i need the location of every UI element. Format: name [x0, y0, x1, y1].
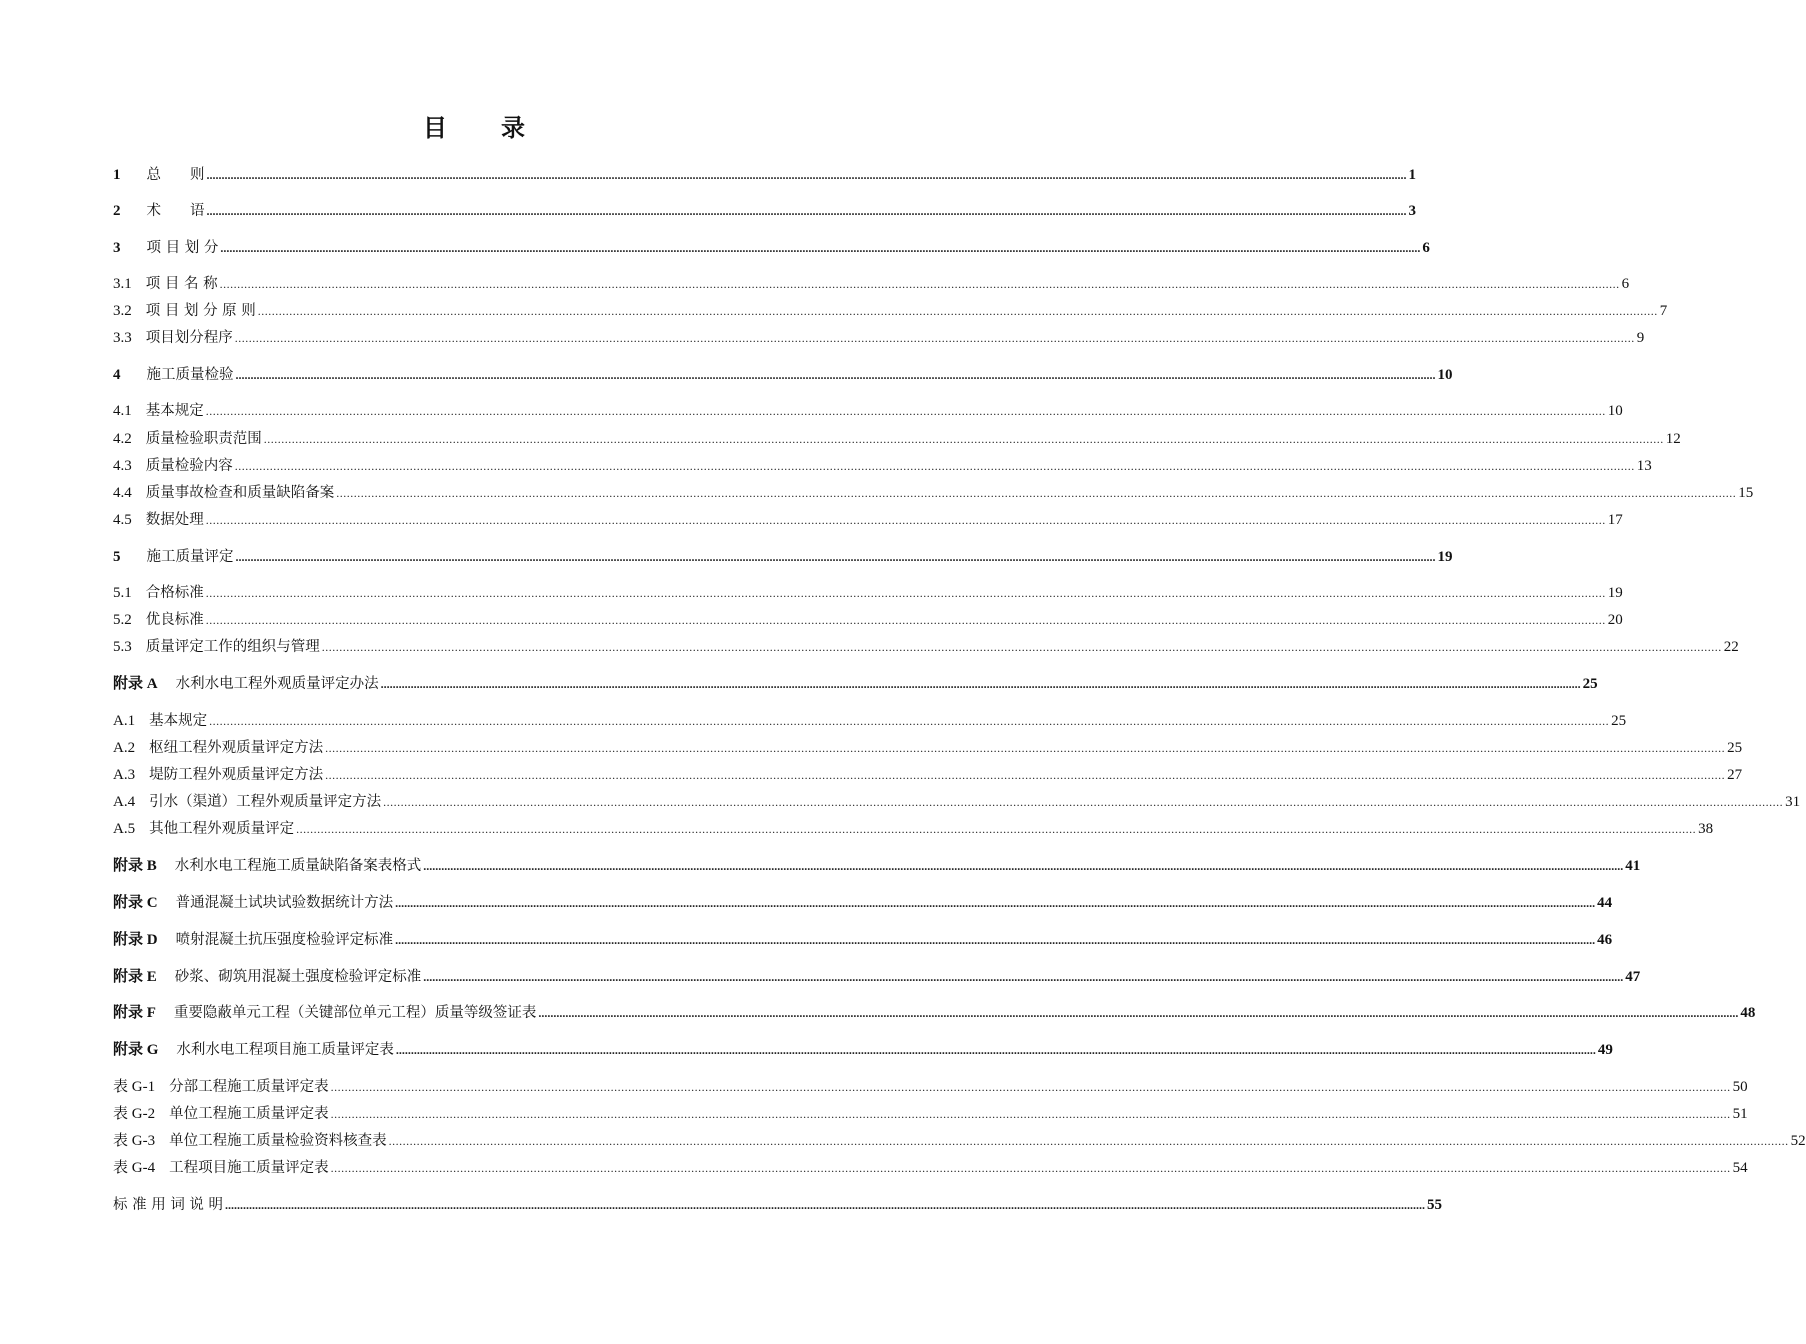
toc-entry-label: 重要隐蔽单元工程（关键部位单元工程）质量等级签证表	[173, 1005, 537, 1021]
toc-entry-number: 附录 G	[113, 1042, 159, 1058]
toc-entry[interactable]	[113, 1130, 1806, 1152]
toc-entry-number: 附录 E	[113, 969, 157, 985]
toc-entry-number: 4.3	[113, 458, 132, 474]
toc-entry-page-number: 3	[1408, 203, 1416, 219]
toc-entry-label: 术 语	[146, 203, 205, 219]
toc-leader-dots: ................................................................................................................................................................................................................................................................................................................................................................................................................	[225, 1198, 1426, 1212]
toc-entry-number: 3	[113, 240, 121, 256]
toc-entry-page-number: 41	[1625, 858, 1641, 874]
toc-leader-dots: ................................................................................................................................................................................................................................................................................................................................................................................................................	[219, 277, 1620, 291]
toc-entry[interactable]	[113, 1002, 1756, 1024]
toc-entry[interactable]	[113, 455, 1652, 477]
toc-leader-dots: ................................................................................................................................................................................................................................................................................................................................................................................................................	[330, 1107, 1731, 1121]
toc-entry[interactable]	[113, 273, 1630, 295]
toc-entry-label: 工程项目施工质量评定表	[169, 1160, 329, 1176]
toc-entry-number: 附录 A	[113, 676, 158, 692]
page-title: 目 录	[423, 114, 527, 142]
toc-entry-page-number: 51	[1732, 1106, 1748, 1122]
toc-entry-number: 4.5	[113, 512, 132, 528]
toc-entry-label: 数据处理	[145, 512, 204, 528]
toc-entry-page-number: 48	[1740, 1005, 1756, 1021]
toc-entry[interactable]	[113, 1076, 1748, 1098]
toc-entry[interactable]	[113, 929, 1613, 951]
toc-entry-label: 项 目 名 称	[145, 276, 218, 292]
toc-entry-label: 引水（渠道）工程外观质量评定方法	[149, 794, 382, 810]
toc-entry-page-number: 25	[1727, 740, 1743, 756]
toc-entry[interactable]	[113, 300, 1668, 322]
toc-entry[interactable]	[113, 482, 1754, 504]
toc-leader-dots: ................................................................................................................................................................................................................................................................................................................................................................................................................	[336, 486, 1737, 500]
toc-entry-page-number: 7	[1659, 303, 1668, 319]
toc-leader-dots: ................................................................................................................................................................................................................................................................................................................................................................................................................	[321, 640, 1722, 654]
toc-entry-number: 附录 F	[113, 1005, 156, 1021]
toc-leader-dots: ................................................................................................................................................................................................................................................................................................................................................................................................................	[234, 459, 1635, 473]
toc-entry-number: A.3	[113, 767, 136, 783]
toc-entry-page-number: 52	[1790, 1133, 1806, 1149]
toc-entry-number: 表 G-3	[113, 1133, 156, 1149]
toc-entry-page-number: 55	[1427, 1197, 1443, 1213]
toc-entry-number: 5	[113, 549, 121, 565]
toc-entry-label: 合格标准	[145, 585, 204, 601]
toc-entry-page-number: 46	[1597, 932, 1613, 948]
toc-leader-dots: ................................................................................................................................................................................................................................................................................................................................................................................................................	[209, 714, 1610, 728]
toc-entry[interactable]	[113, 1157, 1748, 1179]
toc-entry-label: 普通混凝土试块试验数据统计方法	[175, 895, 394, 911]
toc-leader-dots: ................................................................................................................................................................................................................................................................................................................................................................................................................	[205, 586, 1606, 600]
toc-entry-label: 水利水电工程项目施工质量评定表	[176, 1042, 394, 1058]
toc-entry[interactable]	[113, 818, 1714, 840]
toc-entry-number: 3.3	[113, 330, 132, 346]
toc-leader-dots: ................................................................................................................................................................................................................................................................................................................................................................................................................	[423, 859, 1624, 873]
toc-entry-label: 基本规定	[145, 403, 204, 419]
toc-entry[interactable]	[113, 764, 1743, 786]
toc-entry-page-number: 38	[1698, 821, 1714, 837]
toc-entry-label: 优良标准	[145, 612, 204, 628]
toc-leader-dots: ................................................................................................................................................................................................................................................................................................................................................................................................................	[206, 168, 1407, 182]
toc-entry-number: 表 G-4	[113, 1160, 156, 1176]
toc-leader-dots: ................................................................................................................................................................................................................................................................................................................................................................................................................	[205, 404, 1606, 418]
toc-entry-label: 其他工程外观质量评定	[149, 821, 295, 837]
toc-entry[interactable]	[113, 400, 1623, 422]
toc-entry[interactable]	[113, 673, 1598, 695]
toc-entry-label: 质量事故检查和质量缺陷备案	[145, 485, 335, 501]
toc-entry-page-number: 47	[1625, 969, 1641, 985]
toc-leader-dots: ................................................................................................................................................................................................................................................................................................................................................................................................................	[206, 204, 1407, 218]
toc-entry-number: A.2	[113, 740, 136, 756]
toc-entry-page-number: 25	[1611, 713, 1627, 729]
toc-leader-dots: ................................................................................................................................................................................................................................................................................................................................................................................................................	[423, 970, 1624, 984]
toc-leader-dots: ................................................................................................................................................................................................................................................................................................................................................................................................................	[205, 613, 1606, 627]
toc-entry-page-number: 22	[1723, 639, 1739, 655]
toc-entry-page-number: 20	[1607, 612, 1623, 628]
toc-leader-dots: ................................................................................................................................................................................................................................................................................................................................................................................................................	[538, 1006, 1739, 1020]
toc-entry-number: A.1	[113, 713, 136, 729]
toc-entry-number: 1	[113, 167, 121, 183]
toc-entry[interactable]	[113, 636, 1739, 658]
toc-leader-dots: ................................................................................................................................................................................................................................................................................................................................................................................................................	[330, 1080, 1731, 1094]
toc-entry[interactable]	[113, 710, 1627, 732]
toc-entry[interactable]	[113, 737, 1743, 759]
toc-entry[interactable]	[113, 164, 1416, 186]
toc-entry-label: 水利水电工程施工质量缺陷备案表格式	[174, 858, 422, 874]
toc-entry-label: 质量检验内容	[145, 458, 233, 474]
toc-entry-page-number: 27	[1727, 767, 1743, 783]
toc-leader-dots: ................................................................................................................................................................................................................................................................................................................................................................................................................	[325, 741, 1726, 755]
toc-entry-label: 基本规定	[149, 713, 208, 729]
toc-entry-label: 标 准 用 词 说 明	[113, 1197, 224, 1213]
toc-leader-dots: ................................................................................................................................................................................................................................................................................................................................................................................................................	[388, 1134, 1789, 1148]
toc-entry[interactable]	[113, 1194, 1443, 1216]
toc-entry[interactable]	[113, 966, 1641, 988]
toc-entry[interactable]	[113, 327, 1645, 349]
toc-leader-dots: ................................................................................................................................................................................................................................................................................................................................................................................................................	[235, 550, 1436, 564]
toc-entry[interactable]	[113, 1039, 1613, 1061]
toc-entry-label: 单位工程施工质量评定表	[169, 1106, 329, 1122]
toc-entry-label: 分部工程施工质量评定表	[169, 1079, 329, 1095]
toc-entry-page-number: 10	[1607, 403, 1623, 419]
toc-entry-page-number: 25	[1582, 676, 1598, 692]
toc-entry-number: 5.1	[113, 585, 132, 601]
toc-leader-dots: ................................................................................................................................................................................................................................................................................................................................................................................................................	[296, 822, 1697, 836]
toc-entry[interactable]	[113, 364, 1453, 386]
toc-entry-page-number: 12	[1665, 431, 1681, 447]
toc-entry-page-number: 10	[1437, 367, 1453, 383]
toc-leader-dots: ................................................................................................................................................................................................................................................................................................................................................................................................................	[330, 1161, 1731, 1175]
toc-entry-page-number: 15	[1738, 485, 1754, 501]
toc-entry-page-number: 19	[1607, 585, 1623, 601]
toc-entry-number: 附录 D	[113, 932, 158, 948]
toc-entry-label: 项目划分程序	[145, 330, 233, 346]
toc-entry-number: 3.2	[113, 303, 132, 319]
toc-entry-page-number: 6	[1621, 276, 1630, 292]
toc-entry-label: 施工质量评定	[146, 549, 234, 565]
toc-entry[interactable]	[113, 237, 1430, 259]
toc-leader-dots: ................................................................................................................................................................................................................................................................................................................................................................................................................	[395, 896, 1596, 910]
toc-leader-dots: ................................................................................................................................................................................................................................................................................................................................................................................................................	[380, 677, 1581, 691]
toc-entry-label: 质量评定工作的组织与管理	[145, 639, 320, 655]
toc-entry-number: A.4	[113, 794, 136, 810]
toc-entry[interactable]	[113, 200, 1416, 222]
toc-entry-number: 表 G-1	[113, 1079, 156, 1095]
toc-leader-dots: ................................................................................................................................................................................................................................................................................................................................................................................................................	[257, 304, 1658, 318]
toc-entry-number: 4.2	[113, 431, 132, 447]
toc-entry-label: 砂浆、砌筑用混凝土强度检验评定标准	[174, 969, 422, 985]
toc-entry-number: 3.1	[113, 276, 132, 292]
toc-entry-label: 总 则	[146, 167, 205, 183]
toc-leader-dots: ................................................................................................................................................................................................................................................................................................................................................................................................................	[395, 933, 1596, 947]
toc-entry[interactable]	[113, 509, 1623, 531]
toc-entry-number: 附录 B	[113, 858, 157, 874]
toc-entry[interactable]	[113, 546, 1453, 568]
toc-entry-page-number: 1	[1408, 167, 1416, 183]
toc-entry-page-number: 13	[1636, 458, 1652, 474]
toc-leader-dots: ................................................................................................................................................................................................................................................................................................................................................................................................................	[235, 368, 1436, 382]
toc-entry[interactable]	[113, 855, 1641, 877]
toc-entry-number: 4.4	[113, 485, 132, 501]
toc-entry-page-number: 17	[1607, 512, 1623, 528]
toc-entry-label: 枢纽工程外观质量评定方法	[149, 740, 324, 756]
toc-entry-page-number: 54	[1732, 1160, 1748, 1176]
toc-entry-page-number: 9	[1636, 330, 1645, 346]
toc-entry-page-number: 50	[1732, 1079, 1748, 1095]
toc-entry-label: 施工质量检验	[146, 367, 234, 383]
toc-entry[interactable]	[113, 1103, 1748, 1125]
toc-entry-label: 项 目 划 分 原 则	[145, 303, 256, 319]
toc-entry[interactable]	[113, 791, 1801, 813]
toc-leader-dots: ................................................................................................................................................................................................................................................................................................................................................................................................................	[383, 795, 1784, 809]
toc-leader-dots: ................................................................................................................................................................................................................................................................................................................................................................................................................	[234, 331, 1635, 345]
toc-entry-page-number: 31	[1785, 794, 1801, 810]
toc-entry-number: 5.2	[113, 612, 132, 628]
toc-entry[interactable]	[113, 582, 1623, 604]
toc-leader-dots: ................................................................................................................................................................................................................................................................................................................................................................................................................	[325, 768, 1726, 782]
toc-entry-label: 质量检验职责范围	[145, 431, 262, 447]
toc-entry-page-number: 44	[1597, 895, 1613, 911]
toc-entry-label: 水利水电工程外观质量评定办法	[175, 676, 379, 692]
toc-entry-label: 堤防工程外观质量评定方法	[149, 767, 324, 783]
toc-entry-label: 喷射混凝土抗压强度检验评定标准	[175, 932, 394, 948]
toc-entry-number: 5.3	[113, 639, 132, 655]
toc-leader-dots: ................................................................................................................................................................................................................................................................................................................................................................................................................	[220, 241, 1421, 255]
toc-entry-number: A.5	[113, 821, 136, 837]
toc-entry-page-number: 6	[1422, 240, 1430, 256]
toc-entry-number: 2	[113, 203, 121, 219]
toc-entry[interactable]	[113, 428, 1681, 450]
toc-entry-page-number: 19	[1437, 549, 1453, 565]
toc-entry-number: 4	[113, 367, 121, 383]
toc-leader-dots: ................................................................................................................................................................................................................................................................................................................................................................................................................	[263, 432, 1664, 446]
toc-entry[interactable]	[113, 892, 1613, 914]
toc-leader-dots: ................................................................................................................................................................................................................................................................................................................................................................................................................	[205, 513, 1606, 527]
toc-entry-label: 单位工程施工质量检验资料核查表	[169, 1133, 387, 1149]
toc-entry-page-number: 49	[1597, 1042, 1613, 1058]
toc-entry-number: 附录 C	[113, 895, 158, 911]
toc-entry-number: 表 G-2	[113, 1106, 156, 1122]
toc-leader-dots: ................................................................................................................................................................................................................................................................................................................................................................................................................	[395, 1043, 1596, 1057]
toc-entry[interactable]	[113, 609, 1623, 631]
toc-entry-label: 项 目 划 分	[146, 240, 219, 256]
toc-entry-number: 4.1	[113, 403, 132, 419]
